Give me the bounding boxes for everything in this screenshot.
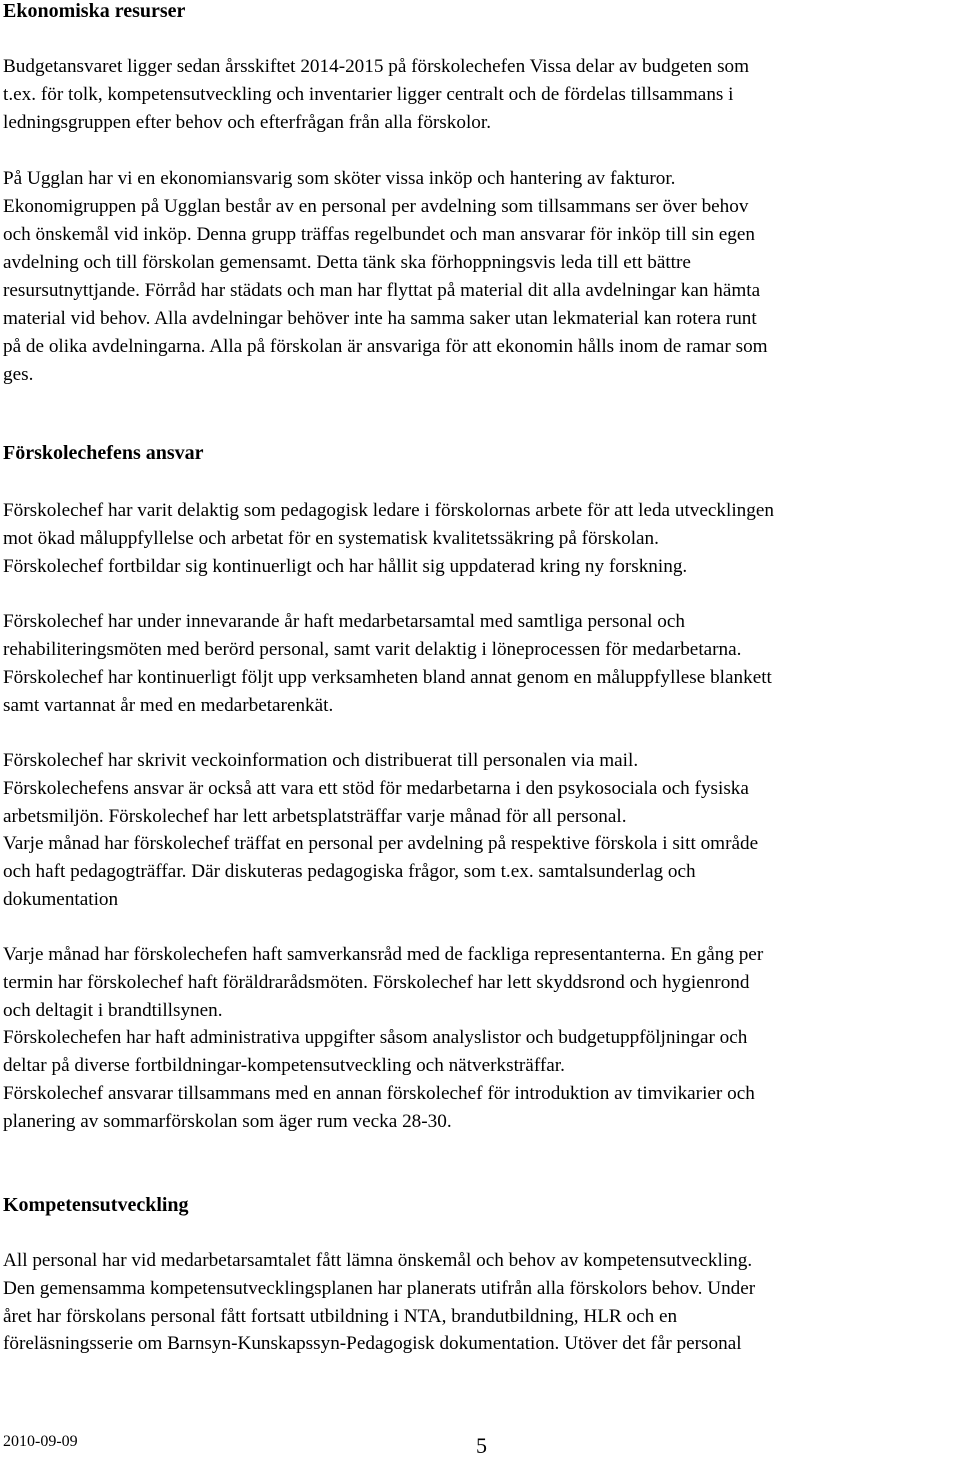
paragraph-line: Förskolechef har under innevarande år haft medarbetarsamtal med samtliga personal och (3, 611, 685, 632)
section-heading-kompetensutveckling: Kompetensutveckling (3, 1194, 189, 1216)
paragraph-line: Förskolechef har skrivit veckoinformation och distribuerat till personalen via mail. (3, 750, 639, 771)
paragraph-line: Den gemensamma kompetensutvecklingsplanen har planerats utifrån alla förskolors behov. Under (3, 1278, 756, 1299)
paragraph-line: arbetsmiljön. Förskolechef har lett arbetsplatsträffar varje månad för all personal. (3, 806, 627, 827)
paragraph-line: och önskemål vid inköp. Denna grupp träffas regelbundet och man ansvarar för inköp till sin egen (3, 224, 756, 245)
footer-date: 2010-09-09 (3, 1433, 78, 1450)
paragraph-line: ledningsgruppen efter behov och efterfrågan från alla förskolor. (3, 112, 492, 133)
paragraph-line: All personal har vid medarbetarsamtalet fått lämna önskemål och behov av kompetensutveckling. (3, 1250, 753, 1271)
paragraph-line: planering av sommarförskolan som äger rum vecka 28-30. (3, 1111, 452, 1132)
paragraph-line: På Ugglan har vi en ekonomiansvarig som sköter vissa inköp och hantering av fakturor. (3, 168, 676, 189)
paragraph-line: samt vartannat år med en medarbetarenkät. (3, 695, 334, 716)
paragraph-line: Förskolechef har kontinuerligt följt upp verksamheten bland annat genom en måluppfyllese blankett (3, 667, 772, 688)
paragraph-line: och haft pedagogträffar. Där diskuteras pedagogiska frågor, som t.ex. samtalsunderlag och (3, 861, 696, 882)
paragraph-line: på de olika avdelningarna. Alla på förskolan är ansvariga för att ekonomin hålls inom de ramar som (3, 336, 768, 357)
paragraph-line: Budgetansvaret ligger sedan årsskiftet 2014-2015 på förskolechefen Vissa delar av budgeten som (3, 56, 750, 77)
paragraph-line: Förskolechefens ansvar är också att vara ett stöd för medarbetarna i den psykosociala och fysiska (3, 778, 749, 799)
paragraph-line: avdelning och till förskolan gemensamt. Detta tänk ska förhoppningsvis leda till ett bättre (3, 252, 691, 273)
paragraph-line: Förskolechefen har haft administrativa uppgifter såsom analyslistor och budgetuppföljningar och (3, 1027, 748, 1048)
paragraph-line: deltar på diverse fortbildningar-kompetensutveckling och nätverksträffar. (3, 1055, 565, 1076)
paragraph-line: t.ex. för tolk, kompetensutveckling och inventarier ligger centralt och de fördelas tillsammans i (3, 84, 734, 105)
section-heading-forskolechefens-ansvar: Förskolechefens ansvar (3, 442, 204, 464)
paragraph-line: Förskolechef fortbildar sig kontinuerligt och har hållit sig uppdaterad kring ny forskning. (3, 556, 688, 577)
paragraph-line: och deltagit i brandtillsynen. (3, 1000, 223, 1021)
page-number: 5 (476, 1433, 487, 1458)
paragraph-line: resursutnyttjande. Förråd har städats och man har flyttat på material dit alla avdelningar kan hämta (3, 280, 761, 301)
paragraph-line: året har förskolans personal fått fortsatt utbildning i NTA, brandutbildning, HLR och en (3, 1306, 678, 1327)
paragraph-line: Förskolechef har varit delaktig som pedagogisk ledare i förskolornas arbete för att leda utvecklingen (3, 500, 774, 521)
paragraph-line: ges. (3, 364, 34, 385)
paragraph-line: Ekonomigruppen på Ugglan består av en personal per avdelning som tillsammans ser över behov (3, 196, 749, 217)
section-heading-ekonomiska-resurser: Ekonomiska resurser (3, 0, 186, 22)
paragraph-line: material vid behov. Alla avdelningar behöver inte ha samma saker utan lekmaterial kan rotera runt (3, 308, 757, 329)
paragraph-line: rehabiliteringsmöten med berörd personal, samt varit delaktig i löneprocessen för medarbetarna. (3, 639, 742, 660)
paragraph-line: Varje månad har förskolechef träffat en personal per avdelning på respektive förskola i sitt område (3, 833, 759, 854)
paragraph-line: termin har förskolechef haft föräldrarådsmöten. Förskolechef har lett skyddsrond och hygienrond (3, 972, 750, 993)
paragraph-line: föreläsningsserie om Barnsyn-Kunskapssyn-Pedagogisk dokumentation. Utöver det får personal (3, 1333, 742, 1354)
paragraph-line: dokumentation (3, 889, 119, 910)
paragraph-line: Förskolechef ansvarar tillsammans med en annan förskolechef för introduktion av timvikarier och (3, 1083, 755, 1104)
paragraph-line: Varje månad har förskolechefen haft samverkansråd med de fackliga representanterna. En gång per (3, 944, 764, 965)
paragraph-line: mot ökad måluppfyllelse och arbetat för en systematisk kvalitetssäkring på förskolan. (3, 528, 659, 549)
